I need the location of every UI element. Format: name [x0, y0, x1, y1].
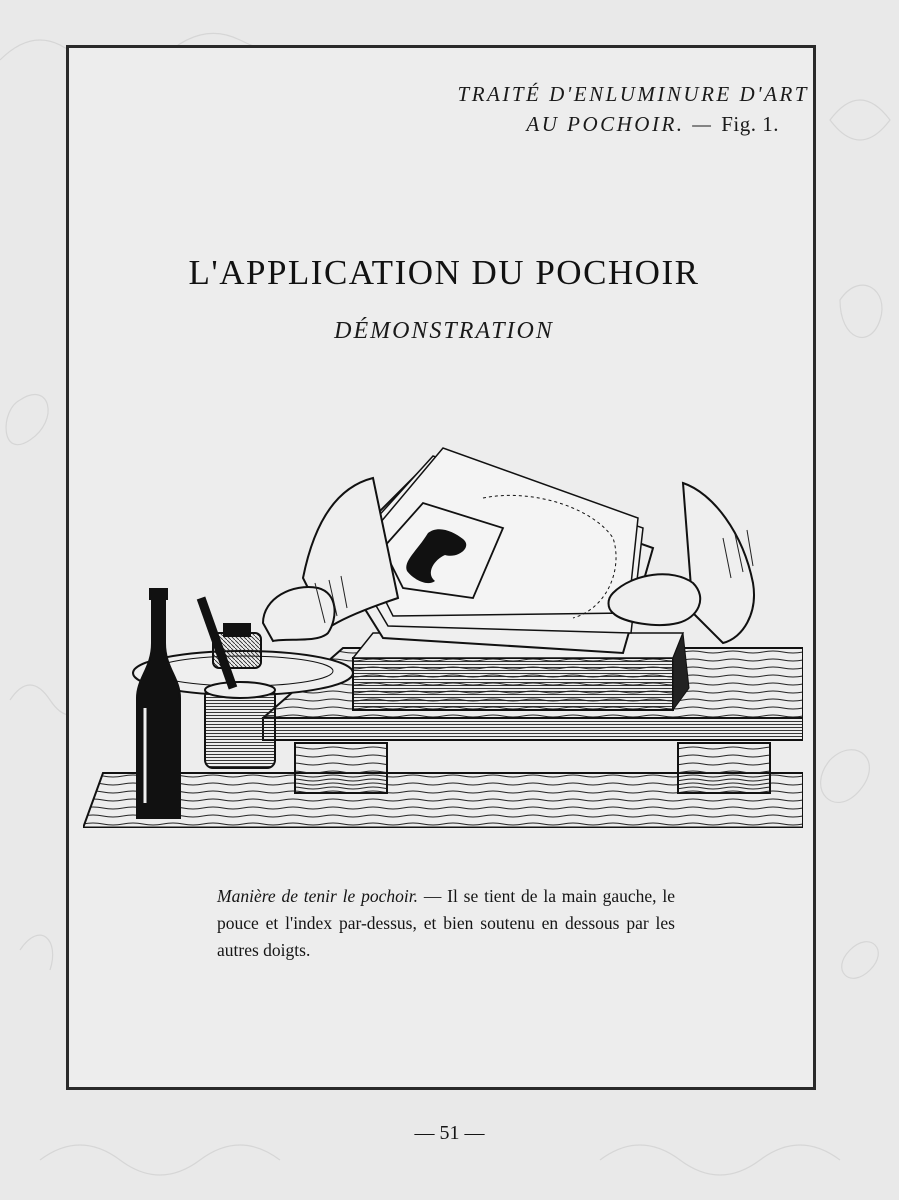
stencil-demonstration-illustration [83, 408, 803, 828]
header-title-line-2 [219, 112, 779, 137]
page-title: L'APPLICATION DU POCHOIR [188, 253, 700, 292]
page-frame [66, 45, 816, 1090]
caption-text: — Il se tient de la main gauche, le pouce et l'index par-dessus, et bien soutenu en dessous par les autres doigts. [217, 886, 675, 960]
page-subtitle: DÉMONSTRATION [334, 318, 554, 344]
page-number: — 51 — [414, 1122, 485, 1144]
header-separator: — [684, 112, 722, 136]
caption-lead: Manière de tenir le pochoir. [217, 886, 419, 906]
bottle [137, 588, 180, 818]
header-title-line-1: TRAITÉ D'ENLUMINURE D'ART [457, 82, 809, 106]
header-title-line-2-text: AU POCHOIR. [526, 112, 685, 136]
figure-label: Fig. 1. [721, 112, 779, 136]
figure-caption [217, 883, 675, 964]
